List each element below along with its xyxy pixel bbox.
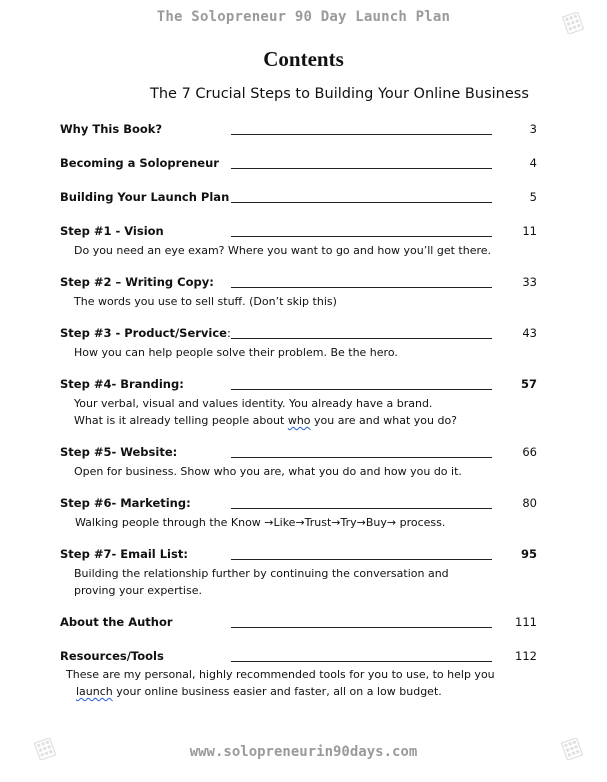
toc-entry-becoming-a-solopreneur[interactable] <box>60 156 537 174</box>
toc-entry-description: How you can help people solve their problem. Be the hero. <box>74 346 398 359</box>
toc-entry-label: Step #7- Email List: <box>60 547 188 561</box>
toc-entry-description: Your verbal, visual and values identity. You already have a brand. <box>74 397 433 410</box>
toc-entry-step-4-branding[interactable] <box>60 377 537 429</box>
toc-page-number: 3 <box>529 122 537 136</box>
page-title: Contents <box>263 47 344 71</box>
leader-line <box>231 661 492 662</box>
toc-entry-building-your-launch-plan[interactable] <box>60 190 537 208</box>
toc-entry-step-1-vision[interactable] <box>60 224 537 259</box>
toc-entry-step-5-website[interactable] <box>60 445 537 480</box>
toc-entry-label: Step #3 - Product/Service: <box>60 326 231 340</box>
toc-entry-description: Open for business. Show who you are, what you do and how you do it. <box>74 465 462 478</box>
toc-page-number: 43 <box>522 326 537 340</box>
leader-line <box>231 134 492 135</box>
toc-entry-description: Walking people through the Know →Like→Trust→Try→Buy→ process. <box>75 516 446 529</box>
toc-entry-label: Resources/Tools <box>60 649 164 663</box>
toc-entry-step-7-email-list[interactable] <box>60 547 537 599</box>
toc-entry-label: Step #6- Marketing: <box>60 496 191 510</box>
toc-entry-label: About the Author <box>60 615 173 629</box>
toc-page-number: 111 <box>515 615 537 629</box>
calculator-grid-icon <box>562 12 584 34</box>
toc-entry-label: Step #4- Branding: <box>60 377 184 391</box>
toc-entry-step-3-product-service[interactable] <box>60 326 537 361</box>
toc-entry-description: proving your expertise. <box>74 584 202 597</box>
toc-page-number: 80 <box>522 496 537 510</box>
toc-page-number: 33 <box>522 275 537 289</box>
page-subtitle: The 7 Crucial Steps to Building Your Online Business <box>150 86 529 102</box>
toc-page-number: 11 <box>522 224 537 238</box>
toc-entry-description: These are my personal, highly recommended tools for you to use, to help you <box>66 668 495 681</box>
leader-line <box>231 627 492 628</box>
toc-entry-step-2-writing-copy[interactable] <box>60 275 537 310</box>
leader-line <box>231 168 492 169</box>
toc-page-number: 66 <box>522 445 537 459</box>
toc-page-number: 112 <box>515 649 537 663</box>
toc-entry-label: Step #5- Website: <box>60 445 178 459</box>
toc-entry-step-6-marketing[interactable] <box>60 496 537 531</box>
toc-entry-label: Building Your Launch Plan <box>60 190 230 204</box>
spellcheck-underline: launch <box>76 685 113 698</box>
toc-entry-description: What is it already telling people about who you are and what you do? <box>74 414 458 427</box>
toc-entry-label: Becoming a Solopreneur <box>60 156 219 170</box>
toc-page-number: 4 <box>529 156 537 170</box>
leader-line <box>231 559 492 560</box>
toc-entry-description: Building the relationship further by continuing the conversation and <box>74 567 449 580</box>
toc-entry-why-this-book[interactable] <box>60 122 537 140</box>
toc-page-number: 95 <box>520 547 537 561</box>
leader-line <box>231 389 492 390</box>
toc-entry-label: Step #2 – Writing Copy: <box>60 275 214 289</box>
leader-line <box>231 236 492 237</box>
toc-entry-description: Do you need an eye exam? Where you want to go and how you’ll get there. <box>74 244 492 257</box>
toc-page-number: 57 <box>520 377 537 391</box>
page-header: The Solopreneur 90 Day Launch Plan <box>156 9 451 25</box>
toc-entry-label: Step #1 - Vision <box>60 224 164 238</box>
toc-page-number: 5 <box>529 190 537 204</box>
toc-entry-description: The words you use to sell stuff. (Don’t skip this) <box>74 295 337 308</box>
toc-entry-label: Why This Book? <box>60 122 163 136</box>
page-footer-url[interactable]: www.solopreneurin90days.com <box>189 744 418 760</box>
toc-entry-resources-tools[interactable] <box>60 649 537 667</box>
leader-line <box>231 202 492 203</box>
leader-line <box>231 508 492 509</box>
leader-line <box>231 287 492 288</box>
calculator-grid-icon <box>561 738 583 760</box>
leader-line <box>231 338 492 339</box>
leader-line <box>231 457 492 458</box>
spellcheck-underline: who <box>287 414 311 427</box>
toc-entry-description: launch your online business easier and faster, all on a low budget. <box>76 685 442 698</box>
toc-entry-about-the-author[interactable] <box>60 615 537 633</box>
